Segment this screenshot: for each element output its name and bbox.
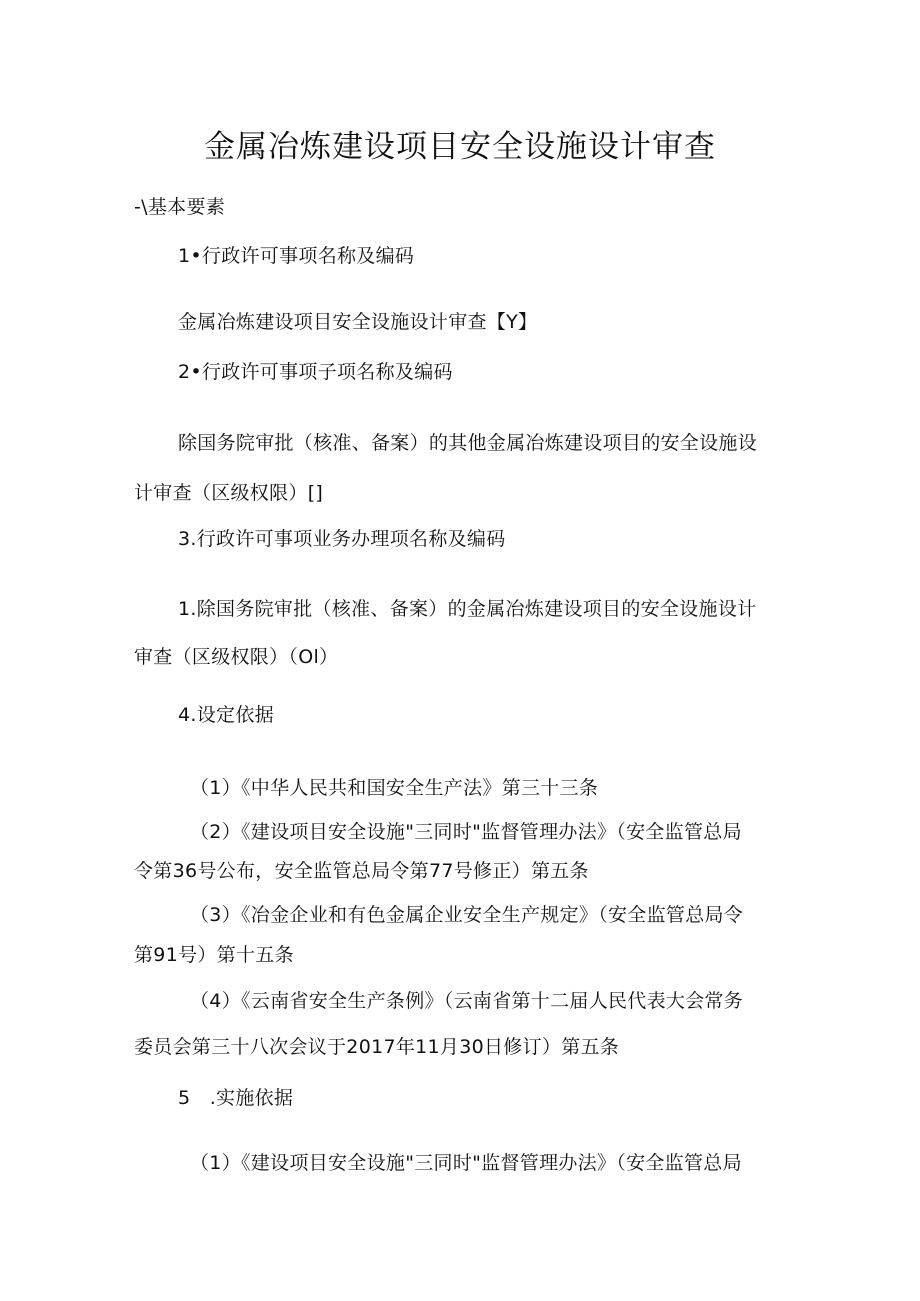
basis-item-2-line1: （2）《建设项目安全设施"三同时"监督管理办法》（安全监管总局: [190, 821, 742, 843]
document-title: 金属冶炼建设项目安全设施设计审查: [204, 129, 716, 165]
item-heading-1: 1•行政许可事项名称及编码: [178, 245, 415, 267]
basis-item-3-line2: 第91号）第十五条: [134, 944, 294, 966]
basis-item-4-line1: （4）《云南省安全生产条例》（云南省第十二届人民代表大会常务: [190, 990, 744, 1012]
basis-item-4-line2: 委员会第三十八次会议于2017年11月30日修订）第五条: [134, 1036, 620, 1058]
basis-item-2-line2: 令第36号公布，安全监管总局令第77号修正）第五条: [134, 860, 589, 882]
basis-item-1: （1）《中华人民共和国安全生产法》第三十三条: [190, 777, 599, 799]
item-value-1: 金属冶炼建设项目安全设施设计审查【Y】: [178, 311, 538, 333]
item-value-2-line1: 除国务院审批（核准、备案）的其他金属冶炼建设项目的安全设施设: [178, 432, 758, 454]
item-value-3-line2: 审查（区级权限）（Ol）: [134, 646, 339, 668]
item-heading-4: 4.设定依据: [178, 704, 274, 726]
item-value-2-line2: 计审查（区级权限）[]: [134, 482, 324, 504]
item-heading-5: 5 .实施依据: [178, 1087, 294, 1109]
item-heading-3: 3.行政许可事项业务办理项名称及编码: [178, 528, 506, 550]
section-heading-basic-elements: -\基本要素: [134, 196, 226, 218]
item-heading-2: 2•行政许可事项子项名称及编码: [178, 361, 453, 383]
item-value-3-line1: 1.除国务院审批（核准、备案）的金属冶炼建设项目的安全设施设计: [178, 598, 757, 620]
basis-item-3-line1: （3）《冶金企业和有色金属企业安全生产规定》（安全监管总局令: [190, 904, 744, 926]
implementation-item-1: （1）《建设项目安全设施"三同时"监督管理办法》（安全监管总局: [190, 1152, 742, 1174]
